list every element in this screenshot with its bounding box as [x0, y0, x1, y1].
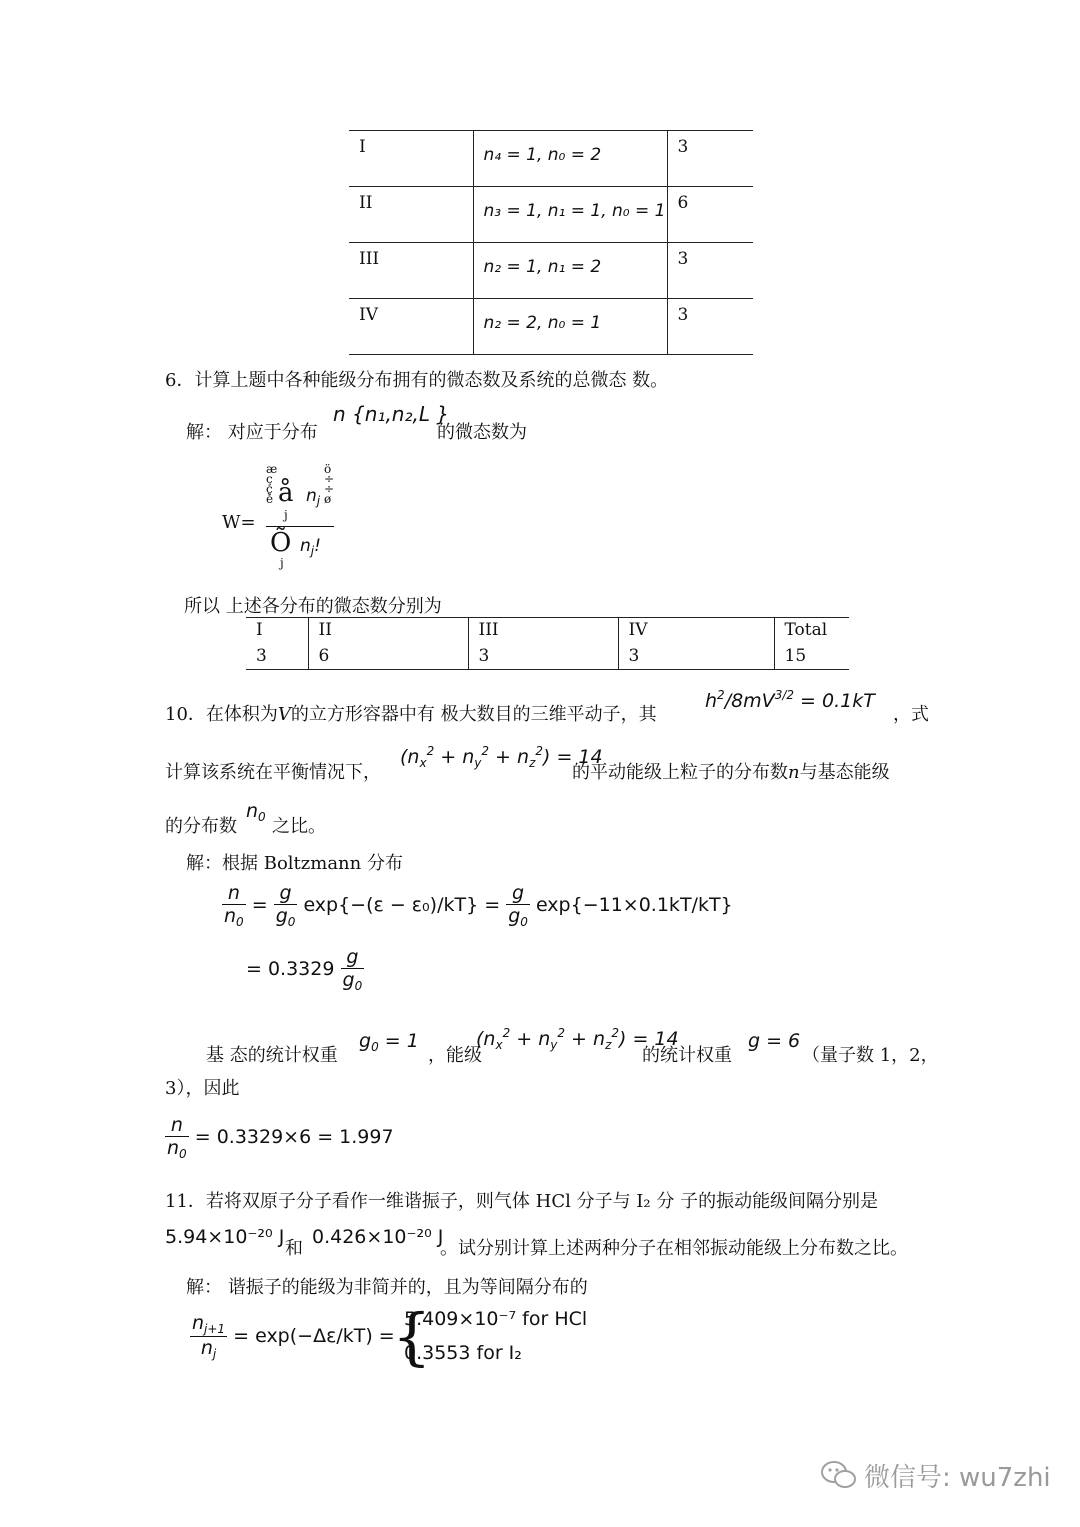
- table-row: [246, 644, 849, 670]
- table-header-row: [246, 618, 849, 644]
- dist-count: 3: [667, 131, 753, 187]
- col-header: IV: [618, 618, 774, 644]
- q10-line5: 3），因此: [165, 1078, 240, 1099]
- q11-line1: 11．若将双原子分子看作一维谐振子，则气体 HCl 分子与 I₂ 分 子的振动能级间隔分别是: [165, 1191, 879, 1212]
- q10-text: 的平动能级上粒子的分布数: [572, 762, 788, 783]
- q10-eq3-text: = 0.3329×6 = 1.997: [194, 1126, 394, 1148]
- q10-line1-end: ，式: [893, 704, 929, 725]
- cell: 3: [246, 644, 308, 670]
- q10-line4-a: 基 态的统计权重: [206, 1045, 338, 1066]
- q11-val2: 0.426×10⁻²⁰ J: [312, 1226, 444, 1248]
- w-formula: [222, 460, 342, 570]
- q10-level-eq: $(n_x^2 + n_y^2 + n_z^2) = 14$: [400, 744, 603, 770]
- cell: 6: [308, 644, 468, 670]
- microstate-table: [246, 617, 849, 670]
- dist-value: n₃ = 1, n₁ = 1, n₀ = 1: [473, 187, 667, 243]
- w-fraction-bar: [266, 526, 334, 527]
- q10-line1: [165, 700, 657, 726]
- dist-count: 6: [667, 187, 753, 243]
- cell: 3: [468, 644, 618, 670]
- q11-val1: 5.94×10⁻²⁰ J: [165, 1226, 285, 1248]
- distribution-table: [349, 130, 753, 355]
- dist-count: 3: [667, 299, 753, 355]
- q10-equation-3: $\frac{n}{n_0}$ = 0.3329×6 = 1.997: [167, 1114, 394, 1161]
- table-row: [349, 243, 753, 299]
- q10-var-n: n: [788, 762, 800, 783]
- q6-title: 6．计算上题中各种能级分布拥有的微态数及系统的总微态 数。: [165, 370, 669, 391]
- q6-solution-prefix: 解： 对应于分布: [186, 422, 318, 443]
- q11-solution: 解： 谐振子的能级为非简并的，且为等间隔分布的: [186, 1277, 588, 1298]
- q10-var-v: V: [277, 704, 291, 725]
- w-numerator: æ ç ç è å j $n_j$ ö ÷ ÷ ø: [266, 462, 335, 522]
- q10-condition: $h^2/8mV^{3/2} = 0.1kT$: [705, 688, 875, 712]
- q11-equation: $\frac{n_{j+1}}{n_j}$ = exp(−Δε/kT) =: [192, 1312, 395, 1361]
- cell: 15: [774, 644, 849, 670]
- col-header: III: [468, 618, 618, 644]
- q10-g0: $g_0 = 1$: [359, 1030, 419, 1054]
- q11-case-1: 5.409×10⁻⁷ for HCl: [404, 1308, 588, 1330]
- q10-line4-c: 的统计权重: [642, 1045, 732, 1066]
- w-denominator: Õ j $n_j$!: [270, 528, 321, 570]
- w-label: W=: [222, 512, 256, 533]
- q11-case-2: 0.3553 for I₂: [404, 1342, 522, 1364]
- q10-line4-b: ，能级: [428, 1045, 482, 1066]
- q11-eq-text: = exp(−Δε/kT) =: [233, 1325, 395, 1347]
- q10-level-eq-2: $(n_x^2 + n_y^2 + n_z^2) = 14$: [476, 1026, 679, 1052]
- q10-text: 的立方形容器中有 极大数目的三维平动子，其: [290, 704, 657, 725]
- wechat-icon: [820, 1459, 858, 1491]
- q10-line2-b: [572, 758, 890, 784]
- table-row: [349, 299, 753, 355]
- watermark-text: 微信号: wu7zhi: [864, 1463, 1051, 1493]
- table-row: [349, 187, 753, 243]
- q10-equation-2: = 0.3329 $\frac{g}{g_0}$: [246, 946, 363, 993]
- q10-line2-a: 计算该系统在平衡情况下，: [165, 762, 381, 783]
- q10-eq1-text: exp{−(ε − ε₀)/kT} =: [303, 894, 501, 916]
- q10-n0: $n_0$: [246, 800, 266, 824]
- q6-solution-suffix: 的微态数为: [437, 422, 527, 443]
- q6-distribution: n {n₁,n₂,L }: [333, 402, 450, 426]
- dist-value: n₄ = 1, n₀ = 2: [473, 131, 667, 187]
- dist-value: n₂ = 2, n₀ = 1: [473, 299, 667, 355]
- q11-line2-rest: 。试分别计算上述两种分子在相邻振动能级上分布数之比。: [440, 1238, 908, 1259]
- q10-solution: 解：根据 Boltzmann 分布: [186, 853, 403, 874]
- q10-eq1b-text: exp{−11×0.1kT/kT}: [535, 894, 733, 916]
- col-header: II: [308, 618, 468, 644]
- dist-label: III: [349, 243, 473, 299]
- q10-line3-b: 之比。: [272, 816, 326, 837]
- col-header: I: [246, 618, 308, 644]
- q10-eq2-text: = 0.3329: [246, 958, 335, 980]
- dist-label: II: [349, 187, 473, 243]
- q10-text: 与基态能级: [799, 762, 890, 783]
- q10-line4-d: （量子数 1，2，: [802, 1045, 939, 1066]
- q10-equation-1: $\frac{n}{n_0}$ = $\frac{g}{g_0}$ exp{−(ε − ε₀)/kT} = $\frac{g}{g_0}$ exp{−11×0.1kT/kT}: [224, 882, 733, 929]
- cell: 3: [618, 644, 774, 670]
- q11-and: 和: [285, 1238, 303, 1259]
- q6-so-text: 所以 上述各分布的微态数分别为: [184, 596, 442, 617]
- q11-brace: {: [392, 1300, 432, 1373]
- dist-value: n₂ = 1, n₁ = 2: [473, 243, 667, 299]
- q10-line3-a: 的分布数: [165, 816, 237, 837]
- q10-g: g = 6: [748, 1030, 801, 1052]
- dist-label: IV: [349, 299, 473, 355]
- table-row: [349, 131, 753, 187]
- col-header: Total: [774, 618, 849, 644]
- dist-label: I: [349, 131, 473, 187]
- dist-count: 3: [667, 243, 753, 299]
- q10-text: 10．在体积为: [165, 704, 278, 725]
